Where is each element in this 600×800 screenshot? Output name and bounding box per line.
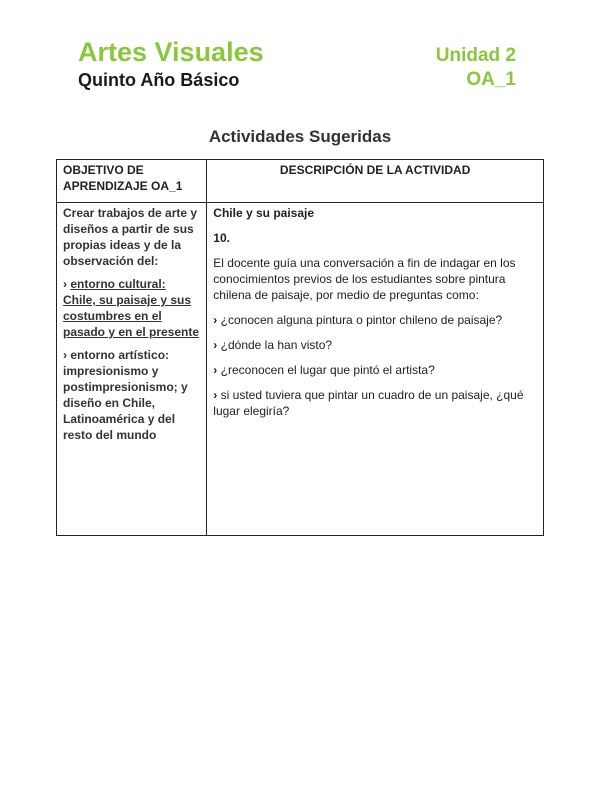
question-item: [213, 387, 537, 419]
activity-number: 10.: [213, 231, 230, 245]
question-text: ¿conocen alguna pintura o pintor chileno de paisaje?: [220, 313, 503, 327]
objective-item-cultural-text: entorno cultural: Chile, su paisaje y sus costumbres en el pasado y en el presente: [63, 277, 200, 339]
question-text: si usted tuviera que pintar un cuadro de un paisaje, ¿qué lugar elegiría?: [213, 388, 524, 418]
table-body-row: [57, 203, 544, 536]
objective-intro: Crear trabajos de arte y diseños a partir de sus propias ideas y de la observación del:: [63, 206, 198, 268]
description-header: DESCRIPCIÓN DE LA ACTIVIDAD: [207, 160, 544, 203]
bullet-marker: ›: [63, 277, 67, 291]
objective-item-artistic-text: entorno artístico: impresionismo y postimpresionismo; y diseño en Chile, Latinoamérica y del resto del mundo: [63, 348, 188, 442]
bullet-marker: ›: [213, 338, 218, 352]
subject-title: Artes Visuales: [78, 37, 264, 67]
table-header-row: [57, 160, 544, 203]
activity-description: El docente guía una conversación a fin de indagar en los conocimientos previos de los estudiantes sobre pintura chilena de paisaje, por medio de preguntas como:: [213, 256, 516, 302]
question-text: ¿dónde la han visto?: [220, 338, 333, 352]
document-header: [78, 36, 516, 92]
grade-title: Quinto Año Básico: [78, 70, 240, 90]
activity-table: [56, 159, 544, 536]
activity-title: Chile y su paisaje: [213, 206, 315, 220]
section-title: Actividades Sugeridas: [208, 127, 392, 146]
unit-label: Unidad 2: [435, 45, 516, 66]
question-text: ¿reconocen el lugar que pintó el artista?: [220, 363, 435, 377]
bullet-marker: ›: [63, 348, 67, 362]
bullet-marker: ›: [213, 363, 218, 377]
oa-label: OA_1: [466, 69, 516, 90]
question-item: [213, 362, 537, 378]
question-item: [213, 312, 537, 328]
objective-item-artistic: [63, 347, 200, 443]
bullet-marker: ›: [213, 313, 218, 327]
objective-cell: [57, 203, 207, 536]
objective-header: OBJETIVO DE APRENDIZAJE OA_1: [57, 160, 207, 203]
bullet-marker: ›: [213, 388, 218, 402]
question-item: [213, 337, 537, 353]
description-cell: [207, 203, 544, 536]
objective-item-cultural: [63, 276, 200, 340]
